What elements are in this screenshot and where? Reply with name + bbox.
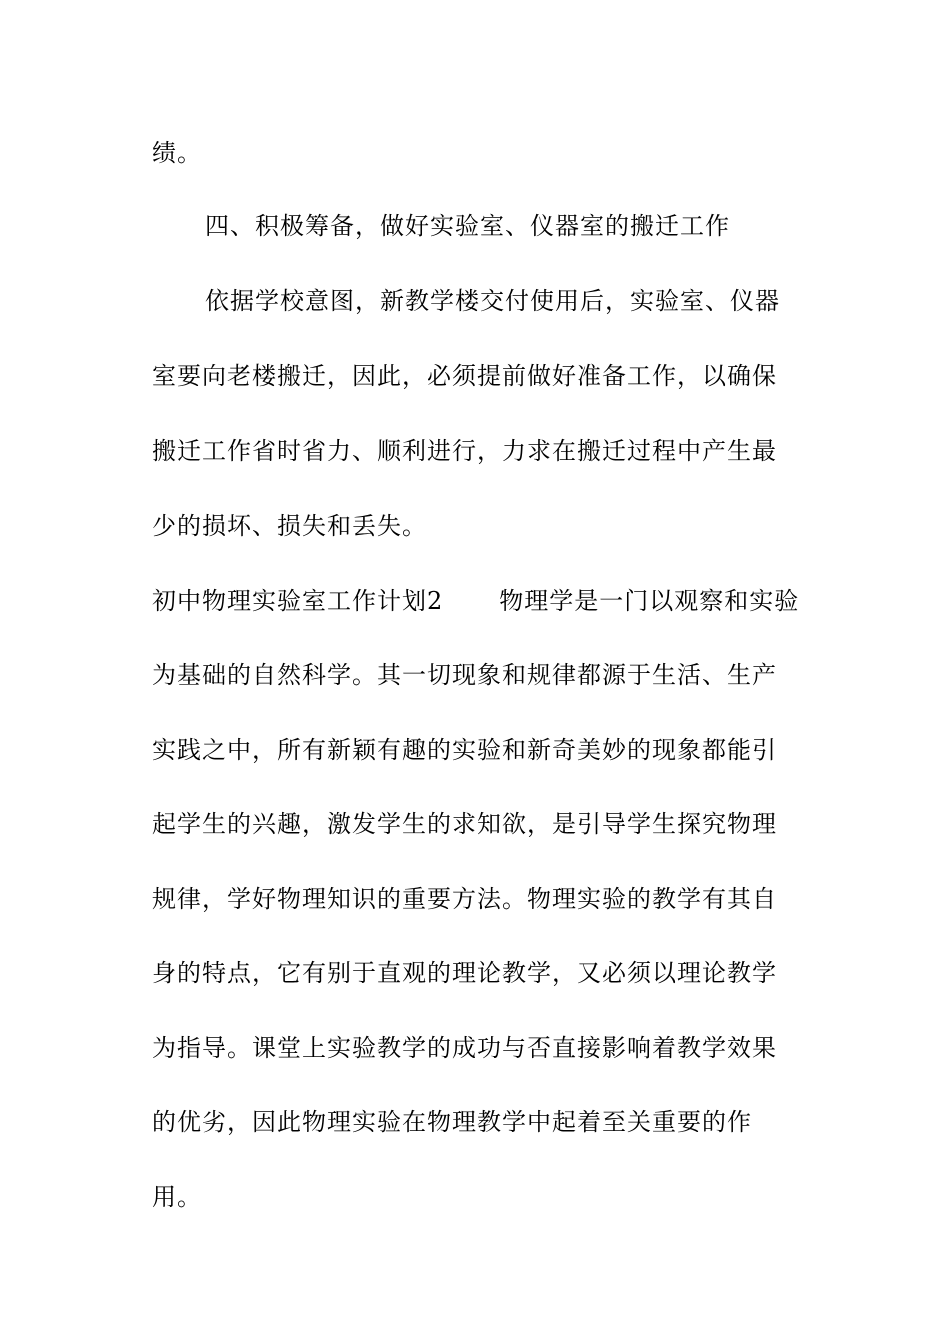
paragraph-line: 身的特点，它有别于直观的理论教学，又必须以理论教学 (152, 959, 777, 987)
paragraph-line: 为指导。课堂上实验教学的成功与否直接影响着教学效果 (152, 1034, 777, 1062)
paragraph-line: 实践之中，所有新颖有趣的实验和新奇美妙的现象都能引 (152, 736, 777, 764)
paragraph-line: 搬迁工作省时省力、顺利进行，力求在搬迁过程中产生最 (152, 437, 777, 465)
paragraph-line: 绩。 (152, 139, 202, 167)
paragraph-line: 依据学校意图，新教学楼交付使用后，实验室、仪器 (205, 287, 780, 315)
paragraph-line: 的优劣，因此物理实验在物理教学中起着至关重要的作 (152, 1108, 752, 1136)
paragraph-line: 室要向老楼搬迁，因此，必须提前做好准备工作，以确保 (152, 362, 777, 390)
paragraph-line: 规律，学好物理知识的重要方法。物理实验的教学有其自 (152, 885, 777, 913)
section-heading: 四、积极筹备，做好实验室、仪器室的搬迁工作 (205, 212, 730, 240)
section-title: 初中物理实验室工作计划2 (152, 587, 444, 615)
paragraph-line: 少的损坏、损失和丢失。 (152, 512, 427, 540)
section-first-text: 物理学是一门以观察和实验 (499, 587, 800, 615)
paragraph-line: 为基础的自然科学。其一切现象和规律都源于生活、生产 (152, 661, 777, 689)
section-title-line (152, 585, 799, 617)
paragraph-line: 起学生的兴趣，激发学生的求知欲，是引导学生探究物理 (152, 810, 777, 838)
paragraph-line: 用。 (152, 1183, 202, 1211)
